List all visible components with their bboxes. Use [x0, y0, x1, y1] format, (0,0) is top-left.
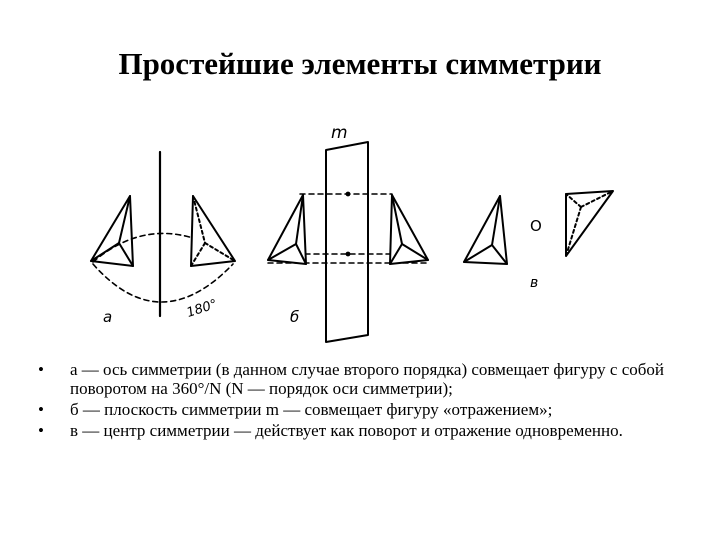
bullet-marker: •	[38, 421, 44, 440]
bullet-item	[38, 421, 698, 440]
label-a: а	[103, 308, 113, 326]
slide-title: Простейшие элементы симметрии	[118, 46, 602, 81]
rotation-arc-bottom	[93, 264, 233, 302]
bullet-text: б — плоскость симметрии m — совмещает фигуру «отражением»;	[70, 400, 553, 419]
bullet-item	[38, 400, 698, 419]
label-b: б	[290, 308, 300, 326]
bullet-text: в — центр симметрии — действует как поворот и отражение одновременно.	[70, 421, 623, 440]
pyramid-inverted-v	[566, 191, 613, 256]
pyramid-right-a	[191, 196, 235, 266]
label-v: в	[530, 275, 539, 291]
label-o: O	[530, 217, 542, 235]
panel-a-rotation-axis	[91, 152, 235, 316]
mirror-plane	[326, 142, 368, 342]
label-angle: 180°	[184, 296, 220, 321]
bullet-text: а — ось симметрии (в данном случае второго порядка) совмещает фигуру с собой поворотом на 360°/N (N — порядок оси симметрии);	[70, 360, 665, 398]
pyramid-left-a	[91, 196, 133, 266]
bullet-list	[38, 360, 698, 442]
bullet-marker: •	[38, 360, 44, 379]
pyramid-right-b	[390, 195, 428, 264]
bullet-item	[38, 360, 698, 398]
bullet-marker: •	[38, 400, 44, 419]
label-m: m	[331, 123, 348, 143]
pyramid-left-b	[268, 195, 306, 264]
pyramid-left-v	[464, 196, 507, 264]
